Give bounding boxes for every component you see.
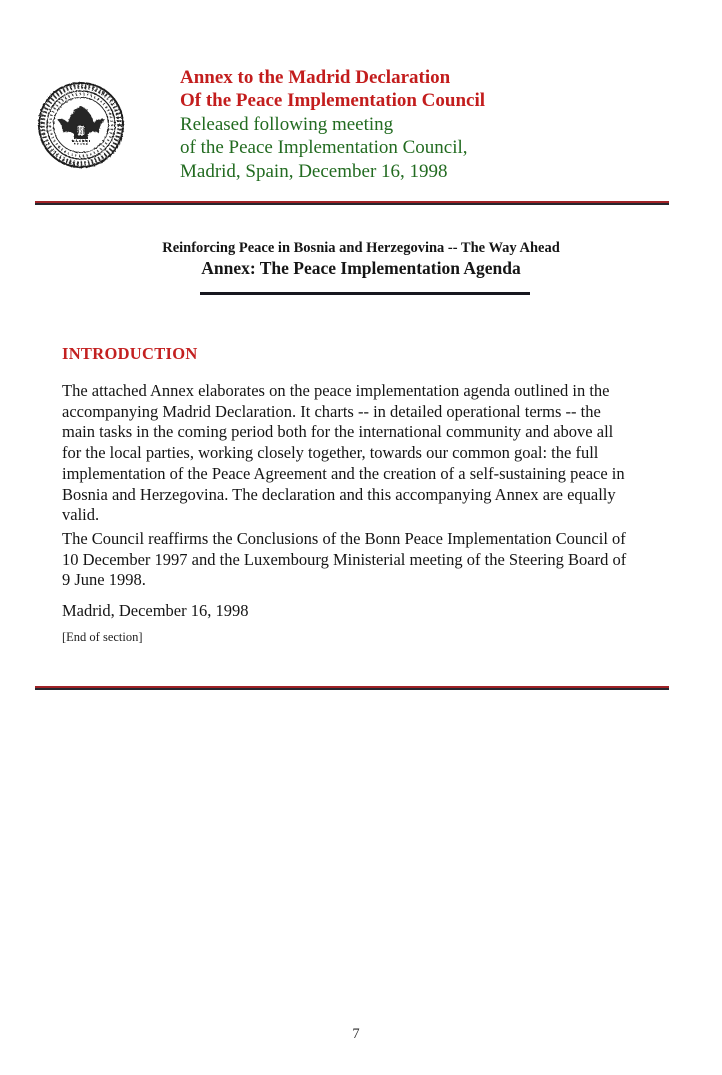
bottom-divider-rule bbox=[35, 686, 669, 690]
seal-graphic bbox=[36, 80, 126, 170]
header-subtitle-line-1: Released following meeting bbox=[180, 113, 394, 135]
header-title-line-2: Of the Peace Implementation Council bbox=[180, 90, 486, 112]
paragraph-1-line: main tasks in the coming period both for the international community and above all bbox=[62, 422, 614, 442]
paragraph-1-line: accompanying Madrid Declaration. It charts -- in detailed operational terms -- the bbox=[62, 401, 601, 421]
paragraph-2-line: The Council reaffirms the Conclusions of the Bonn Peace Implementation Council of bbox=[62, 529, 626, 548]
header-subtitle-line-2: of the Peace Implementation Council, bbox=[180, 137, 468, 159]
document-title: Annex: The Peace Implementation Agenda bbox=[201, 258, 521, 278]
title-underline-rule bbox=[200, 292, 530, 295]
paragraph-1-line: implementation of the Peace Agreement and the creation of a self-sustaining peace in bbox=[62, 463, 625, 483]
page-number: 7 bbox=[352, 1026, 360, 1042]
paragraph-2-line: 9 June 1998. bbox=[62, 570, 146, 590]
paragraph-1-line: for the local parties, working closely together, towards our common goal: the full bbox=[62, 443, 599, 463]
header-title-line-1: Annex to the Madrid Declaration bbox=[180, 67, 451, 88]
paragraph-2 bbox=[62, 529, 626, 591]
header-subtitle-line-3: Madrid, Spain, December 16, 1998 bbox=[180, 160, 448, 182]
paragraph-1 bbox=[62, 381, 625, 526]
document-title-block bbox=[0, 239, 722, 279]
paragraph-2-line: 10 December 1997 and the Luxembourg Ministerial meeting of the Steering Board of bbox=[62, 549, 627, 569]
document-header bbox=[180, 66, 485, 183]
state-department-seal bbox=[36, 80, 126, 170]
paragraph-1-line: The attached Annex elaborates on the peace implementation agenda outlined in the bbox=[62, 381, 610, 400]
document-subtitle: Reinforcing Peace in Bosnia and Herzegovina -- The Way Ahead bbox=[162, 240, 560, 256]
paragraph-1-line: Bosnia and Herzegovina. The declaration and this accompanying Annex are equally bbox=[62, 484, 616, 504]
dateline: Madrid, December 16, 1998 bbox=[62, 601, 249, 620]
top-divider-rule bbox=[35, 201, 669, 205]
top-divider-dark-line bbox=[35, 203, 669, 205]
introduction-heading: INTRODUCTION bbox=[62, 344, 198, 363]
paragraph-1-line: valid. bbox=[62, 505, 100, 525]
bottom-divider-dark-line bbox=[35, 688, 669, 690]
end-of-section-note: [End of section] bbox=[62, 630, 143, 644]
